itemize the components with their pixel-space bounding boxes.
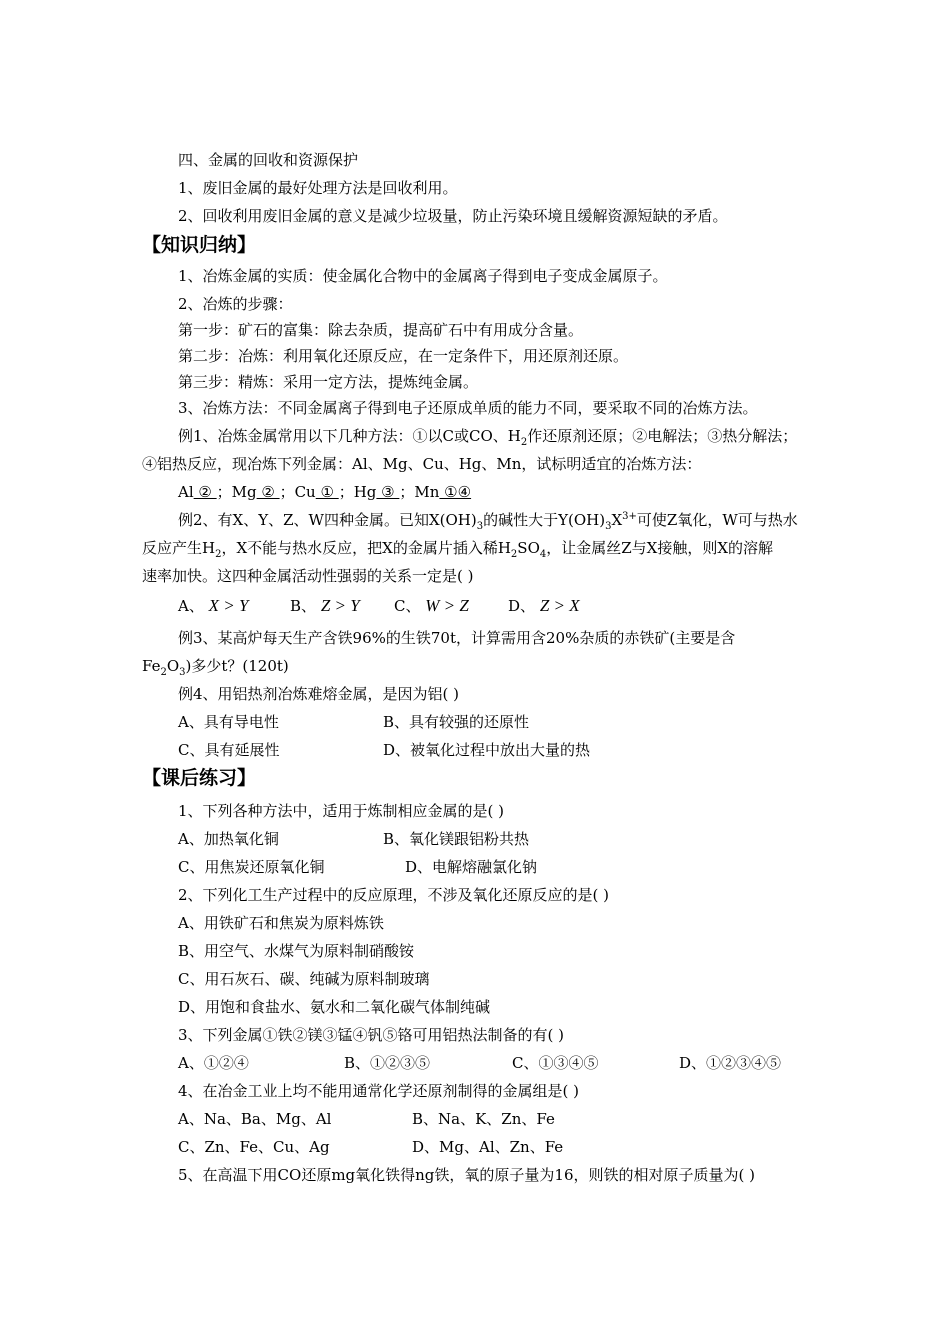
answer-blank: ① bbox=[315, 483, 339, 501]
option-a: A、用铁矿石和焦炭为原料炼铁 bbox=[178, 914, 384, 932]
option-d: D、用饱和食盐水、氨水和二氧化碳气体制纯碱 bbox=[178, 998, 491, 1016]
example-3-line-2: $Fe_2O_3$)多少t？(120t) bbox=[142, 657, 289, 678]
question-4: 4、在冶金工业上均不能用通常化学还原剂制得的金属组是( ) bbox=[178, 1082, 580, 1100]
paragraph: 3、冶炼方法：不同金属离子得到电子还原成单质的能力不同，要采取不同的冶炼方法。 bbox=[178, 399, 758, 417]
paragraph: 第三步：精炼：采用一定方法，提炼纯金属。 bbox=[178, 373, 479, 391]
option-b: B、用空气、水煤气为原料制硝酸铵 bbox=[178, 942, 415, 960]
paragraph: 第一步：矿石的富集：除去杂质，提高矿石中有用成分含量。 bbox=[178, 321, 584, 339]
option-a: A、①②④ bbox=[178, 1054, 249, 1072]
question-5: 5、在高温下用CO还原mg氧化铁得ng铁，氧的原子量为16，则铁的相对原子质量为( ) bbox=[178, 1166, 755, 1184]
option-a: A、 X > Y bbox=[178, 596, 249, 615]
paragraph: 1、废旧金属的最好处理方法是回收利用。 bbox=[178, 179, 458, 197]
example-1-answers: Al ② ；Mg ② ；Cu ① ；Hg ③ ；Mn ①④ bbox=[178, 483, 472, 501]
paragraph: 2、回收利用废旧金属的意义是减少垃圾量，防止污染环境且缓解资源短缺的矛盾。 bbox=[178, 207, 728, 225]
option-c: C、具有延展性 bbox=[178, 741, 280, 759]
section-title: 四、金属的回收和资源保护 bbox=[178, 151, 359, 169]
option-c: C、Zn、Fe、Cu、Ag bbox=[178, 1138, 330, 1156]
option-d: D、电解熔融氯化钠 bbox=[405, 858, 538, 876]
option-d: D、 Z > X bbox=[508, 596, 580, 615]
answer-blank: ② bbox=[256, 483, 280, 501]
section-heading: 【课后练习】 bbox=[142, 767, 257, 789]
option-b: B、具有较强的还原性 bbox=[383, 713, 530, 731]
answer-blank: ①④ bbox=[439, 483, 472, 501]
section-heading: 【知识归纳】 bbox=[142, 234, 257, 256]
option-c: C、用焦炭还原氧化铜 bbox=[178, 858, 325, 876]
option-c: C、①③④⑤ bbox=[512, 1054, 599, 1072]
paragraph: 1、冶炼金属的实质：使金属化合物中的金属离子得到电子变成金属原子。 bbox=[178, 267, 668, 285]
option-b: B、①②③⑤ bbox=[344, 1054, 431, 1072]
option-a: A、Na、Ba、Mg、Al bbox=[178, 1110, 332, 1128]
paragraph: 第二步：冶炼：利用氧化还原反应，在一定条件下，用还原剂还原。 bbox=[178, 347, 629, 365]
example-1-line-2: ④铝热反应，现冶炼下列金属：Al、Mg、Cu、Hg、Mn，试标明适宜的冶炼方法： bbox=[142, 455, 702, 473]
example-2-line-1: 例2、有X、Y、Z、W四种金属。已知$X(OH)_3$的碱性大于$Y(OH)_3X^{3+}$可使Z氧化，W可与热水 bbox=[178, 511, 798, 532]
option-c: C、 W > Z bbox=[394, 596, 469, 615]
option-b: B、 Z > Y bbox=[290, 596, 360, 615]
example-1-line-1: 例1、冶炼金属常用以下几种方法：①以C或CO、$H_2$作还原剂还原；②电解法；③热分解法； bbox=[178, 427, 798, 448]
example-2-line-2: 反应产生$H_2$，X不能与热水反应，把X的金属片插入稀$H_2SO_4$，让金属丝Z与X接触，则X的溶解 bbox=[142, 539, 774, 560]
question-1: 1、下列各种方法中，适用于炼制相应金属的是( ) bbox=[178, 802, 505, 820]
option-d: D、Mg、Al、Zn、Fe bbox=[412, 1138, 564, 1156]
option-d: D、被氧化过程中放出大量的热 bbox=[383, 741, 591, 759]
question-3: 3、下列金属①铁②镁③锰④钒⑤铬可用铝热法制备的有( ) bbox=[178, 1026, 565, 1044]
option-a: A、具有导电性 bbox=[178, 713, 279, 731]
option-b: B、Na、K、Zn、Fe bbox=[412, 1110, 555, 1128]
option-d: D、①②③④⑤ bbox=[679, 1054, 782, 1072]
example-4-question: 例4、用铝热剂冶炼难熔金属，是因为铝( ) bbox=[178, 685, 460, 703]
example-3-line-1: 例3、某高炉每天生产含铁96%的生铁70t，计算需用含20%杂质的赤铁矿(主要是含 bbox=[178, 629, 736, 647]
answer-blank: ② bbox=[193, 483, 217, 501]
paragraph: 2、冶炼的步骤： bbox=[178, 295, 293, 313]
option-c: C、用石灰石、碳、纯碱为原料制玻璃 bbox=[178, 970, 430, 988]
example-2-line-3: 速率加快。这四种金属活动性强弱的关系一定是( ) bbox=[142, 567, 474, 585]
answer-blank: ③ bbox=[376, 483, 400, 501]
question-2: 2、下列化工生产过程中的反应原理，不涉及氧化还原反应的是( ) bbox=[178, 886, 610, 904]
option-a: A、加热氧化铜 bbox=[178, 830, 279, 848]
option-b: B、氧化镁跟铝粉共热 bbox=[383, 830, 530, 848]
